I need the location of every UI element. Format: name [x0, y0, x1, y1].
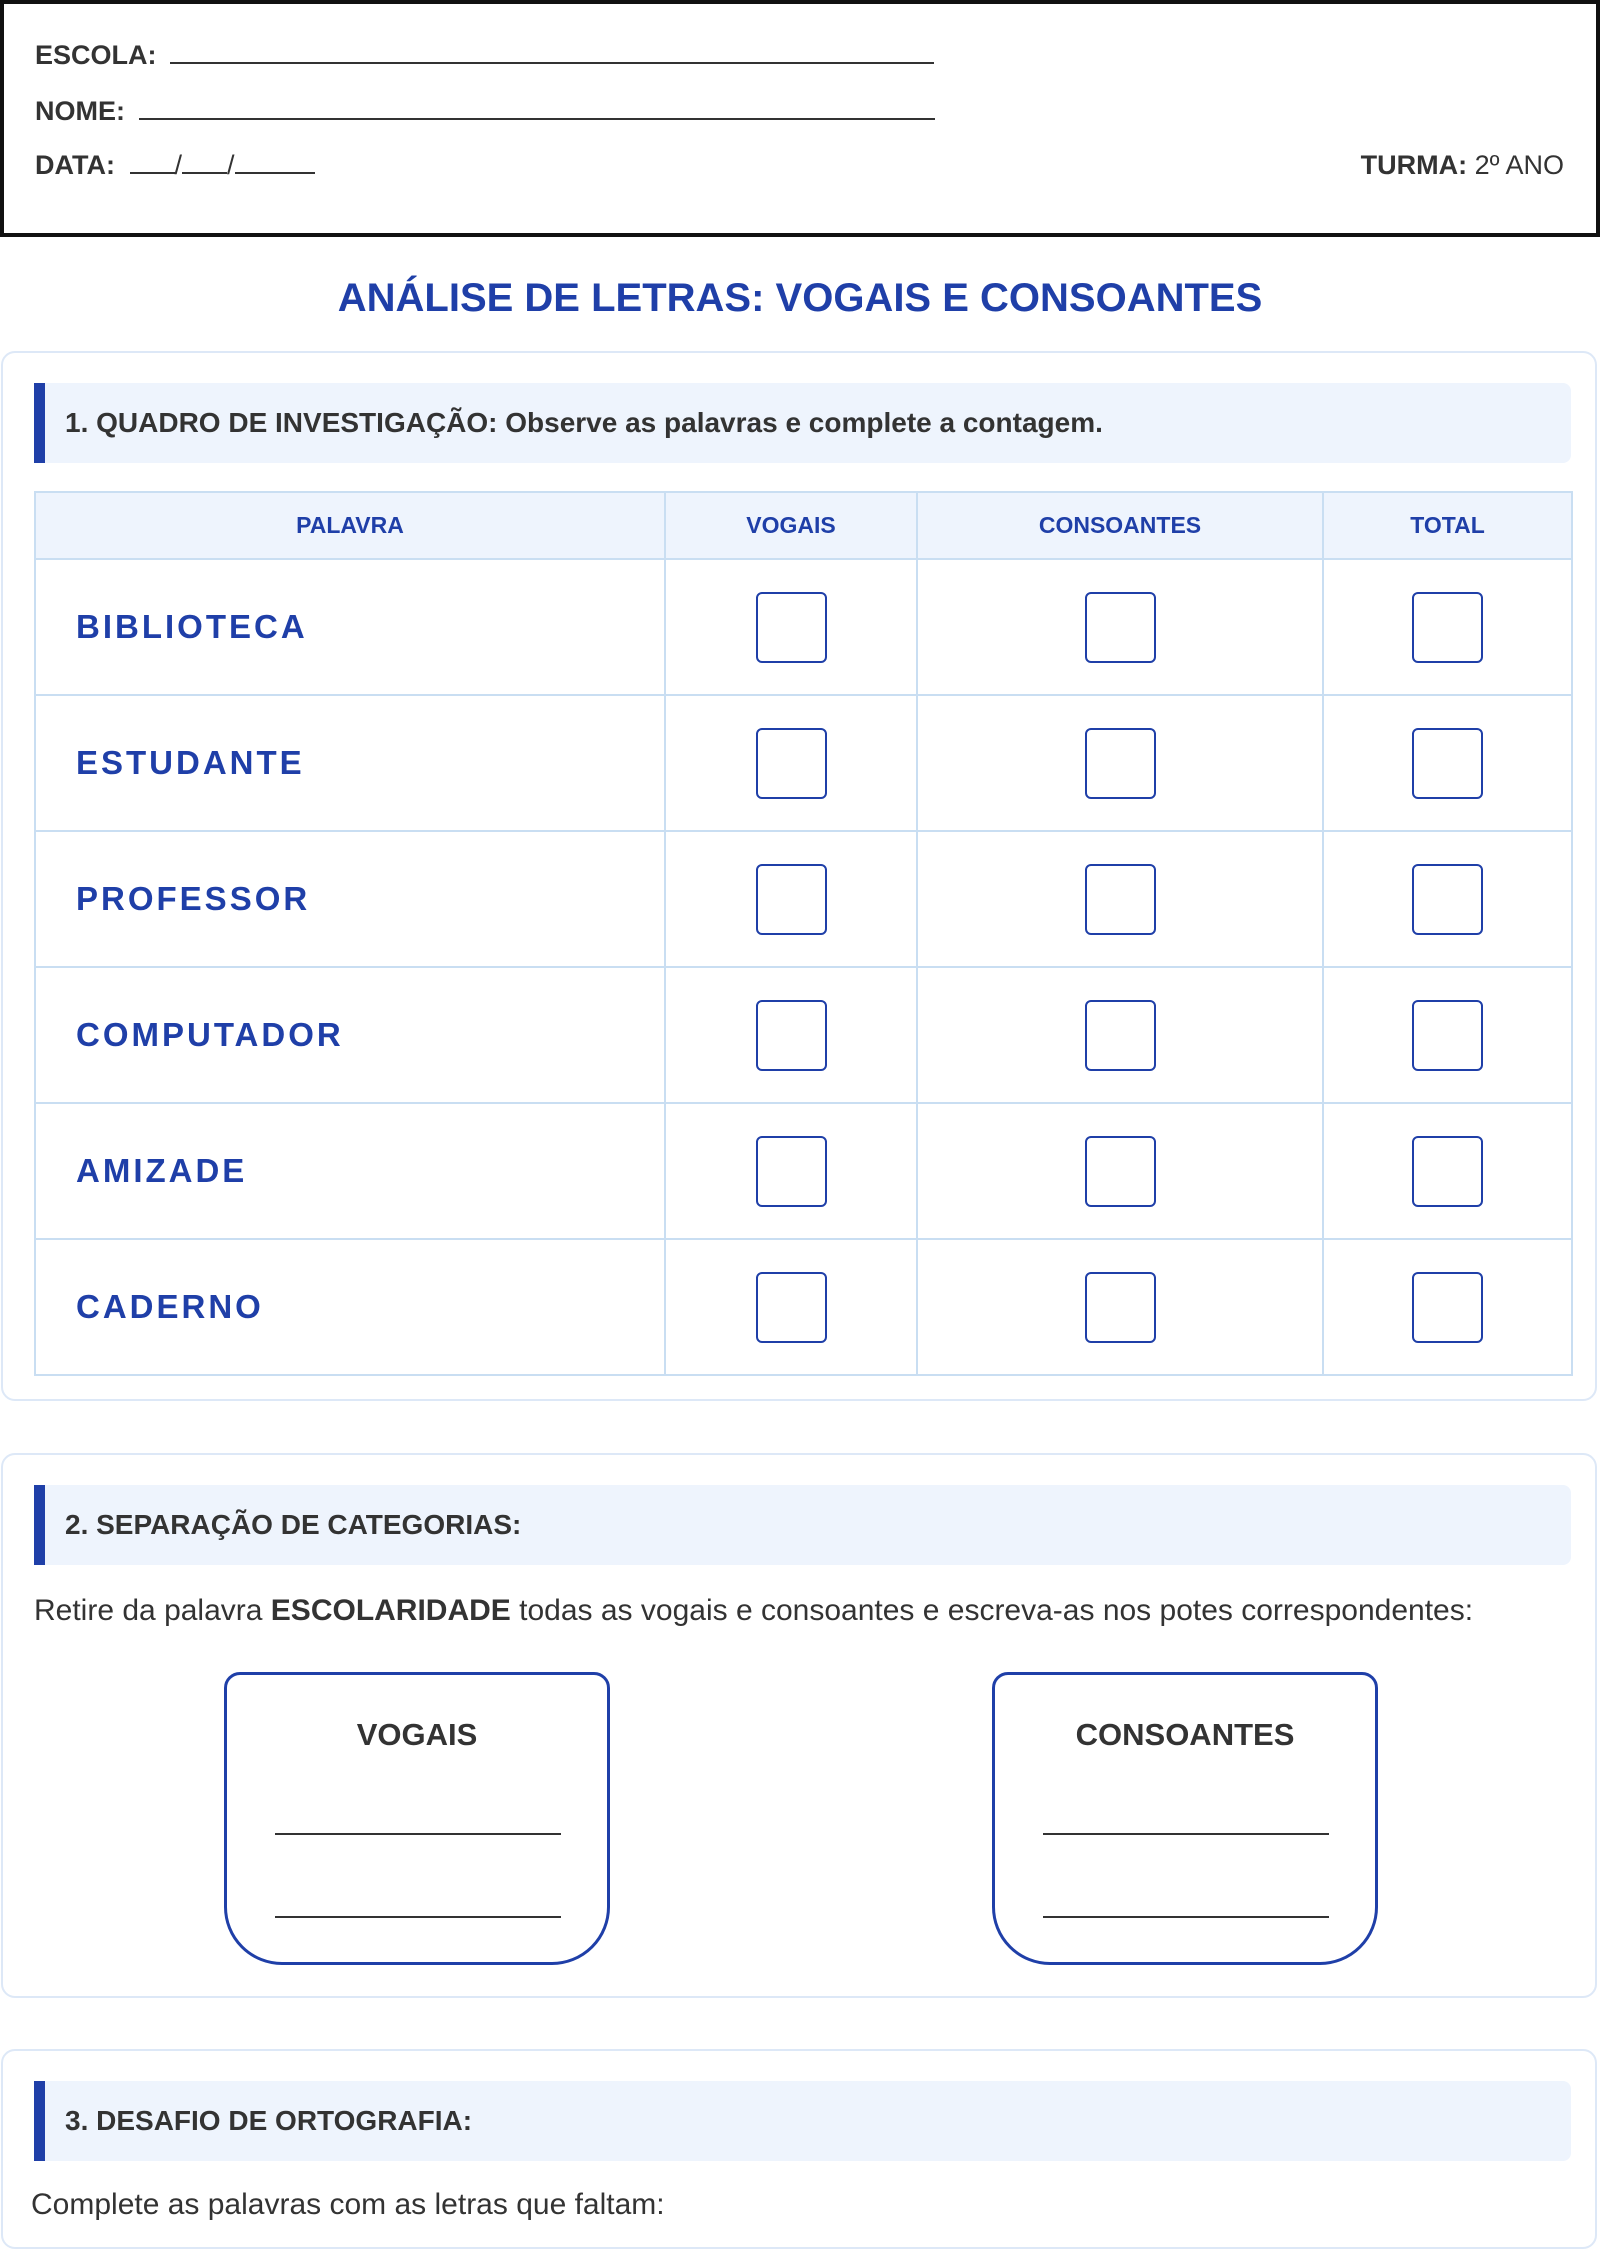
total-cell [1323, 1239, 1572, 1375]
table-row [35, 1103, 1572, 1239]
total-cell [1323, 967, 1572, 1103]
consoantes-cell [917, 1103, 1323, 1239]
total-cell [1323, 831, 1572, 967]
vogais-answer-box[interactable] [756, 728, 827, 799]
vogais-pot-label: VOGAIS [356, 1717, 478, 1752]
total-cell [1323, 559, 1572, 695]
consoantes-pot [992, 1672, 1378, 1965]
total-answer-box[interactable] [1412, 1272, 1483, 1343]
table-row [35, 831, 1572, 967]
instruction-text: Retire da palavra [34, 1594, 271, 1627]
consoantes-answer-box[interactable] [1085, 1000, 1156, 1071]
data-label: DATA: [35, 150, 115, 180]
vogais-answer-box[interactable] [756, 1000, 827, 1071]
consoantes-answer-box[interactable] [1085, 728, 1156, 799]
vogais-cell [665, 559, 917, 695]
section-3-heading: 3. DESAFIO DE ORTOGRAFIA: [34, 2081, 1571, 2161]
nome-label: NOME: [35, 96, 125, 126]
date-month-blank[interactable] [182, 171, 227, 174]
section-2-heading: 2. SEPARAÇÃO DE CATEGORIAS: [34, 1485, 1571, 1565]
table-row [35, 967, 1572, 1103]
turma-label: TURMA: [1360, 150, 1468, 180]
vogais-cell [665, 967, 917, 1103]
word-cell: AMIZADE [35, 1103, 665, 1239]
turma [1361, 150, 1564, 181]
column-header: VOGAIS [665, 492, 917, 559]
escola-row [35, 40, 934, 71]
vogais-cell [665, 1103, 917, 1239]
word-cell: ESTUDANTE [35, 695, 665, 831]
column-header: TOTAL [1323, 492, 1572, 559]
page-title: ANÁLISE DE LETRAS: VOGAIS E CONSOANTES [337, 276, 1263, 320]
section-3-instruction: Complete as palavras com as letras que faltam: [31, 2188, 665, 2221]
section-2-card [1, 1453, 1597, 1998]
consoantes-write-line[interactable] [1043, 1833, 1329, 1835]
consoantes-answer-box[interactable] [1085, 1136, 1156, 1207]
escola-label: ESCOLA: [35, 40, 157, 70]
table-row [35, 559, 1572, 695]
vogais-write-line[interactable] [275, 1916, 561, 1918]
consoantes-cell [917, 695, 1323, 831]
word-cell: PROFESSOR [35, 831, 665, 967]
table-row [35, 695, 1572, 831]
vogais-answer-box[interactable] [756, 1136, 827, 1207]
consoantes-cell [917, 831, 1323, 967]
nome-blank[interactable] [139, 117, 935, 120]
vogais-answer-box[interactable] [756, 864, 827, 935]
vogais-cell [665, 1239, 917, 1375]
column-header: CONSOANTES [917, 492, 1323, 559]
vogais-cell [665, 695, 917, 831]
total-answer-box[interactable] [1412, 728, 1483, 799]
consoantes-pot-label: CONSOANTES [1075, 1717, 1295, 1752]
header-box [0, 0, 1600, 237]
date-day-blank[interactable] [130, 171, 175, 174]
total-answer-box[interactable] [1412, 1000, 1483, 1071]
total-answer-box[interactable] [1412, 592, 1483, 663]
turma-value: 2º ANO [1474, 150, 1564, 180]
instruction-text: todas as vogais e consoantes e escreva-as nos potes correspondentes: [510, 1594, 1474, 1627]
column-header: PALAVRA [35, 492, 665, 559]
section-1-heading: 1. QUADRO DE INVESTIGAÇÃO: Observe as palavras e complete a contagem. [34, 383, 1571, 463]
total-cell [1323, 1103, 1572, 1239]
date-separator: / [227, 150, 235, 180]
data-row [35, 150, 315, 181]
date-year-blank[interactable] [235, 171, 315, 174]
total-cell [1323, 695, 1572, 831]
consoantes-cell [917, 1239, 1323, 1375]
section-2-instruction [34, 1594, 1473, 1628]
consoantes-write-line[interactable] [1043, 1916, 1329, 1918]
word-cell: BIBLIOTECA [35, 559, 665, 695]
consoantes-cell [917, 559, 1323, 695]
word-cell: CADERNO [35, 1239, 665, 1375]
vogais-pot [224, 1672, 610, 1965]
consoantes-cell [917, 967, 1323, 1103]
date-separator: / [174, 150, 183, 180]
consoantes-answer-box[interactable] [1085, 592, 1156, 663]
investigation-table [34, 491, 1573, 1376]
vogais-answer-box[interactable] [756, 592, 827, 663]
section-1-card [1, 351, 1597, 1401]
vogais-write-line[interactable] [275, 1833, 561, 1835]
nome-row [35, 96, 935, 127]
escola-blank[interactable] [170, 61, 934, 64]
instruction-keyword: ESCOLARIDADE [270, 1594, 511, 1627]
total-answer-box[interactable] [1412, 1136, 1483, 1207]
table-header-row [35, 492, 1572, 559]
vogais-answer-box[interactable] [756, 1272, 827, 1343]
vogais-cell [665, 831, 917, 967]
total-answer-box[interactable] [1412, 864, 1483, 935]
table-row [35, 1239, 1572, 1375]
word-cell: COMPUTADOR [35, 967, 665, 1103]
consoantes-answer-box[interactable] [1085, 864, 1156, 935]
consoantes-answer-box[interactable] [1085, 1272, 1156, 1343]
